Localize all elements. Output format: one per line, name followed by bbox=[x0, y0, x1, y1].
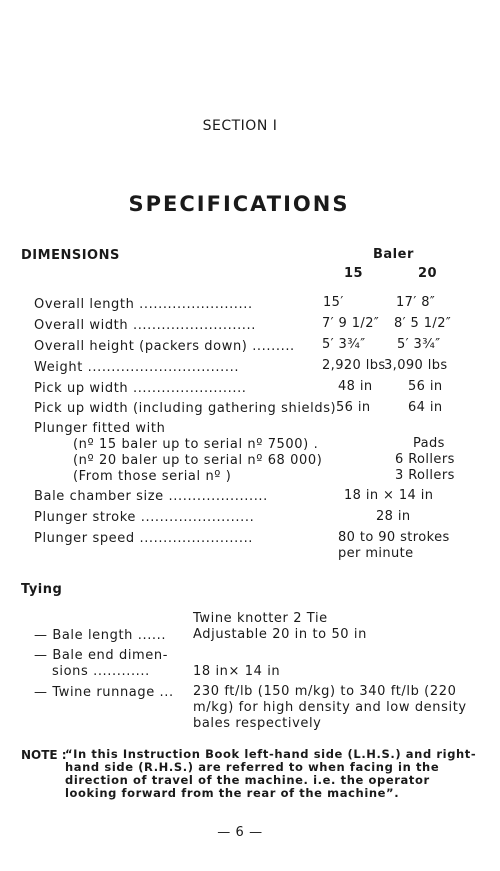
tying-twine-value-1: 230 ft/lb (150 m/kg) to 340 ft/lb (220 bbox=[193, 684, 457, 699]
spec-value-weight-20: 3,090 lbs bbox=[384, 358, 448, 373]
tying-bale-end-label-1: — Bale end dimen- bbox=[34, 648, 169, 663]
page-title: SPECIFICATIONS bbox=[128, 192, 350, 216]
tying-knotter: Twine knotter 2 Tie bbox=[193, 611, 328, 626]
page-number: — 6 — bbox=[217, 825, 263, 840]
spec-value-plunger-speed-2: per minute bbox=[338, 546, 414, 561]
spec-value-overall-width-20: 8′ 5 1/2″ bbox=[394, 316, 452, 331]
spec-label-overall-height: Overall height (packers down) ......... bbox=[34, 339, 295, 354]
plunger-sub-label-3: (From those serial nº ) bbox=[73, 469, 232, 484]
section-heading: SECTION I bbox=[202, 118, 278, 134]
spec-value-overall-length-15: 15′ bbox=[323, 295, 344, 310]
dimensions-heading: DIMENSIONS bbox=[21, 248, 120, 263]
spec-value-pickup-width-shields-15: 56 in bbox=[336, 400, 371, 415]
spec-label-weight: Weight ................................ bbox=[34, 360, 240, 375]
spec-value-bale-chamber: 18 in × 14 in bbox=[344, 488, 434, 503]
tying-heading: Tying bbox=[21, 582, 63, 597]
spec-value-pickup-width-shields-20: 64 in bbox=[408, 400, 443, 415]
spec-value-plunger-stroke: 28 in bbox=[376, 509, 411, 524]
plunger-sub-label-1: (nº 15 baler up to serial nº 7500) . bbox=[73, 437, 319, 452]
tying-twine-value-3: bales respectively bbox=[193, 716, 322, 731]
spec-value-overall-width-15: 7′ 9 1/2″ bbox=[322, 316, 380, 331]
tying-bale-end-value: 18 in× 14 in bbox=[193, 664, 281, 679]
spec-value-overall-length-20: 17′ 8″ bbox=[396, 295, 436, 310]
spec-value-weight-15: 2,920 lbs bbox=[322, 358, 386, 373]
spec-value-pickup-width-15: 48 in bbox=[338, 379, 373, 394]
spec-value-overall-height-20: 5′ 3¾″ bbox=[397, 337, 441, 352]
spec-label-plunger-speed: Plunger speed ........................ bbox=[34, 531, 254, 546]
spec-label-plunger-stroke: Plunger stroke ........................ bbox=[34, 510, 255, 525]
plunger-fitted-label: Plunger fitted with bbox=[34, 421, 166, 436]
spec-label-bale-chamber: Bale chamber size ..................... bbox=[34, 489, 268, 504]
tying-twine-value-2: m/kg) for high density and low density bbox=[193, 700, 467, 715]
baler-col-15: 15 bbox=[344, 266, 364, 281]
tying-twine-label: — Twine runnage ... bbox=[34, 685, 174, 700]
note-label: NOTE : bbox=[21, 748, 67, 762]
spec-label-pickup-width-shields: Pick up width (including gathering shields) bbox=[34, 401, 337, 416]
tying-bale-length-value: Adjustable 20 in to 50 in bbox=[193, 627, 367, 642]
spec-label-pickup-width: Pick up width ........................ bbox=[34, 381, 247, 396]
tying-bale-length-label: — Bale length ...... bbox=[34, 628, 167, 643]
plunger-sub-value-3: 3 Rollers bbox=[395, 468, 455, 483]
baler-col-20: 20 bbox=[418, 266, 438, 281]
tying-bale-end-label-2: sions ............ bbox=[52, 664, 150, 679]
note-text: “In this Instruction Book left-hand side (L.H.S.) and right-hand side (R.H.S.) are referred to when facing in the direction of travel of the machine. i.e. the operator looking forward from the rear of the machine”. bbox=[65, 747, 477, 800]
plunger-sub-value-1: Pads bbox=[413, 436, 445, 451]
spec-label-overall-width: Overall width .......................... bbox=[34, 318, 256, 333]
spec-value-plunger-speed-1: 80 to 90 strokes bbox=[338, 530, 450, 545]
plunger-sub-value-2: 6 Rollers bbox=[395, 452, 455, 467]
plunger-sub-label-2: (nº 20 baler up to serial nº 68 000) bbox=[73, 453, 323, 468]
spec-label-overall-length: Overall length ........................ bbox=[34, 297, 253, 312]
baler-label: Baler bbox=[373, 247, 414, 262]
spec-value-overall-height-15: 5′ 3¾″ bbox=[322, 337, 366, 352]
spec-value-pickup-width-20: 56 in bbox=[408, 379, 443, 394]
